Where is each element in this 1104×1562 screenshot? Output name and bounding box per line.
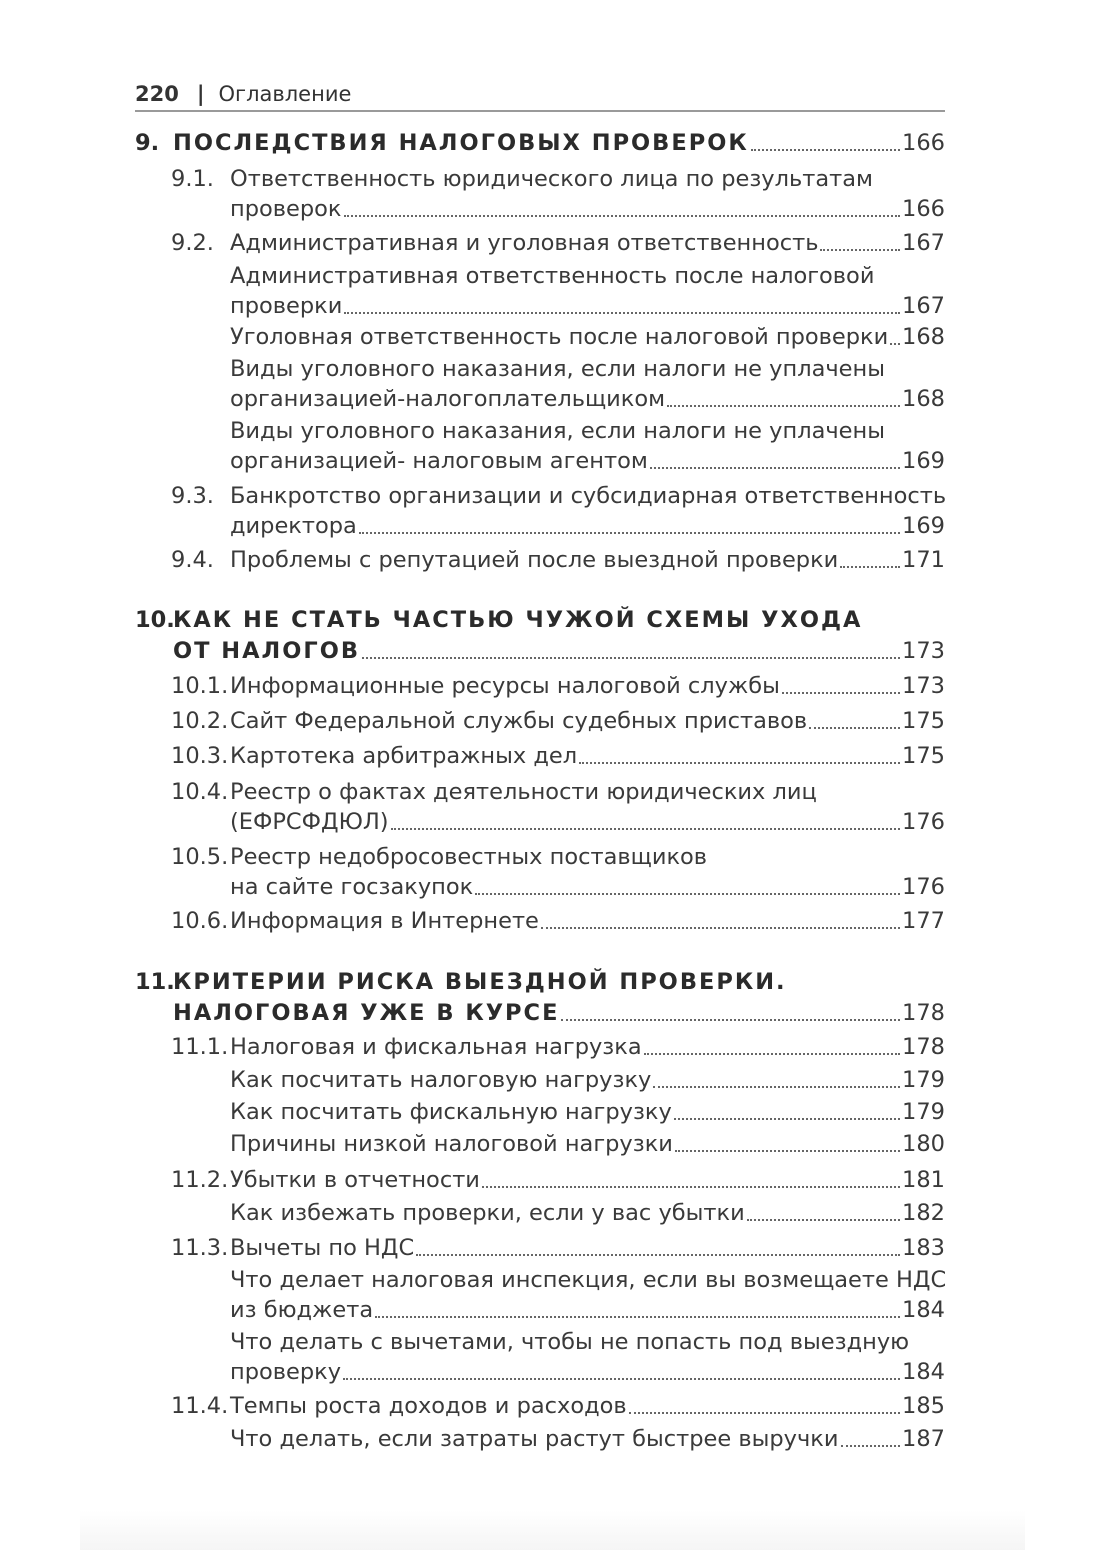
dot-leader bbox=[344, 213, 901, 217]
toc-entry-title: Как посчитать фискальную нагрузку bbox=[230, 1099, 672, 1125]
toc-page-number: 166 bbox=[902, 196, 945, 222]
toc-page-number: 169 bbox=[902, 513, 945, 539]
toc-entry-title: Банкротство организации и субсидиарная ответственность bbox=[230, 483, 947, 509]
toc-page-number: 187 bbox=[902, 1426, 945, 1452]
dot-leader bbox=[653, 1084, 900, 1088]
toc-entry-title: Что делать, если затраты растут быстрее выручки bbox=[230, 1426, 839, 1452]
toc-page-number: 179 bbox=[902, 1099, 945, 1125]
toc-entry-sub[interactable] bbox=[135, 416, 945, 476]
toc-page-number: 180 bbox=[902, 1131, 945, 1157]
toc-entry-number: 10.2. bbox=[171, 708, 229, 734]
toc-page-number: 171 bbox=[902, 547, 945, 573]
toc-entry-number: 11.3. bbox=[171, 1235, 229, 1261]
toc-entry-number: 10.6. bbox=[171, 908, 229, 934]
dot-leader bbox=[675, 1148, 900, 1152]
toc-entry-number: 11. bbox=[135, 969, 175, 995]
toc-entry-title: Причины низкой налоговой нагрузки bbox=[230, 1131, 673, 1157]
toc-entry-number: 10.5. bbox=[171, 844, 229, 870]
dot-leader bbox=[667, 403, 900, 407]
toc-entry-number: 9.1. bbox=[171, 166, 214, 192]
toc-entry-title: Реестр недобросовестных поставщиков bbox=[230, 844, 708, 870]
toc-entry-title: Как посчитать налоговую нагрузку bbox=[230, 1067, 652, 1093]
toc-entry-title: Как избежать проверки, если у вас убытки bbox=[230, 1200, 745, 1226]
toc-entry-number: 9.4. bbox=[171, 547, 214, 573]
toc-entry-title: Сайт Федеральной службы судебных приставов bbox=[230, 708, 808, 734]
dot-leader bbox=[782, 690, 900, 694]
toc-entry-title: (ЕФРСФДЮЛ) bbox=[230, 809, 389, 835]
toc-entry-section[interactable] bbox=[135, 842, 945, 902]
toc-entry-section[interactable] bbox=[135, 777, 945, 837]
toc-entry-section[interactable] bbox=[135, 481, 945, 541]
toc-entry-title: организацией-налогоплательщиком bbox=[230, 386, 666, 412]
toc-entry-title: Что делать с вычетами, чтобы не попасть под выездную bbox=[230, 1329, 910, 1355]
toc-entry-number: 9. bbox=[135, 130, 160, 156]
toc-page-number: 178 bbox=[902, 1034, 945, 1060]
toc-entry-sub[interactable] bbox=[135, 1265, 945, 1325]
dot-leader bbox=[391, 826, 900, 830]
toc-entry-title: КАК НЕ СТАТЬ ЧАСТЬЮ ЧУЖОЙ СХЕМЫ УХОДА bbox=[173, 607, 863, 633]
header-title: Оглавление bbox=[218, 82, 352, 106]
toc-entry-title: организацией- налоговым агентом bbox=[230, 448, 648, 474]
toc-entry-number: 10.3. bbox=[171, 743, 229, 769]
toc-entry-section[interactable] bbox=[135, 741, 945, 771]
toc-page-number: 176 bbox=[902, 809, 945, 835]
dot-leader bbox=[344, 310, 900, 314]
toc-page-number: 169 bbox=[902, 448, 945, 474]
toc-entry-section[interactable] bbox=[135, 1391, 945, 1421]
page-header bbox=[135, 78, 945, 112]
toc-entry-sub[interactable] bbox=[135, 1129, 945, 1159]
toc-page-number: 177 bbox=[902, 908, 945, 934]
toc-entry-title: Уголовная ответственность после налоговой проверки bbox=[230, 324, 889, 350]
page-bottom-shade bbox=[80, 1510, 1025, 1550]
toc-entry-sub[interactable] bbox=[135, 1327, 945, 1387]
dot-leader bbox=[362, 655, 900, 659]
toc-entry-sub[interactable] bbox=[135, 261, 945, 321]
toc-entry-number: 11.4. bbox=[171, 1393, 229, 1419]
toc-entry-section[interactable] bbox=[135, 1165, 945, 1195]
dot-leader bbox=[751, 147, 900, 151]
dot-leader bbox=[644, 1051, 900, 1055]
toc-entry-title: Налоговая и фискальная нагрузка bbox=[230, 1034, 642, 1060]
toc-page-number: 175 bbox=[902, 743, 945, 769]
toc-page-number: 183 bbox=[902, 1235, 945, 1261]
toc-entry-title: Информационные ресурсы налоговой службы bbox=[230, 673, 780, 699]
toc-entry-sub[interactable] bbox=[135, 354, 945, 414]
toc-entry-sub[interactable] bbox=[135, 1424, 945, 1454]
toc-entry-title: Виды уголовного наказания, если налоги не уплачены bbox=[230, 356, 885, 382]
toc-entry-section[interactable] bbox=[135, 164, 945, 224]
toc-page-number: 179 bbox=[902, 1067, 945, 1093]
dot-leader bbox=[416, 1252, 900, 1256]
toc-entry-title: НАЛОГОВАЯ УЖЕ В КУРСЕ bbox=[173, 1000, 560, 1026]
toc-entry-number: 11.1. bbox=[171, 1034, 229, 1060]
toc-entry-sub[interactable] bbox=[135, 1065, 945, 1095]
toc-entry-number: 10. bbox=[135, 607, 175, 633]
toc-entry-sub[interactable] bbox=[135, 322, 945, 352]
toc-entry-sub[interactable] bbox=[135, 1097, 945, 1127]
toc-entry-section[interactable] bbox=[135, 1233, 945, 1263]
dot-leader bbox=[541, 925, 900, 929]
toc-entry-number: 10.4. bbox=[171, 779, 229, 805]
toc-entry-chapter[interactable] bbox=[135, 605, 945, 667]
toc-entry-number: 10.1. bbox=[171, 673, 229, 699]
toc-entry-title: Виды уголовного наказания, если налоги не уплачены bbox=[230, 418, 885, 444]
toc-page-number: 181 bbox=[902, 1167, 945, 1193]
toc-entry-title: Ответственность юридического лица по результатам bbox=[230, 166, 874, 192]
toc-entry-sub[interactable] bbox=[135, 1198, 945, 1228]
toc-page-number: 168 bbox=[902, 324, 945, 350]
toc-entry-section[interactable] bbox=[135, 228, 945, 258]
toc-entry-title: Административная и уголовная ответственность bbox=[230, 230, 819, 256]
toc-page-number: 173 bbox=[902, 638, 945, 664]
toc-entry-title: Картотека арбитражных дел bbox=[230, 743, 578, 769]
toc-entry-chapter[interactable] bbox=[135, 967, 945, 1029]
toc-entry-section[interactable] bbox=[135, 671, 945, 701]
dot-leader bbox=[475, 891, 900, 895]
dot-leader bbox=[650, 465, 900, 469]
header-separator: | bbox=[196, 82, 205, 106]
page-number: 220 bbox=[135, 82, 179, 106]
toc-entry-title: Вычеты по НДС bbox=[230, 1235, 415, 1261]
toc-entry-title: Реестр о фактах деятельности юридических лиц bbox=[230, 779, 817, 805]
toc-entry-title: Информация в Интернете bbox=[230, 908, 539, 934]
toc-page-number: 182 bbox=[902, 1200, 945, 1226]
toc-entry-number: 9.2. bbox=[171, 230, 214, 256]
toc-entry-title: ПОСЛЕДСТВИЯ НАЛОГОВЫХ ПРОВЕРОК bbox=[173, 130, 749, 156]
toc-page-number: 167 bbox=[902, 230, 945, 256]
dot-leader bbox=[343, 1376, 900, 1380]
dot-leader bbox=[359, 530, 900, 534]
toc-entry-title: проверки bbox=[230, 293, 343, 319]
toc-page-number: 175 bbox=[902, 708, 945, 734]
toc-page-number: 166 bbox=[902, 130, 945, 156]
toc-entry-title: Административная ответственность после налоговой bbox=[230, 263, 875, 289]
dot-leader bbox=[809, 725, 900, 729]
toc-page-number: 178 bbox=[902, 1000, 945, 1026]
toc-entry-title: Проблемы с репутацией после выездной проверки bbox=[230, 547, 839, 573]
dot-leader bbox=[629, 1410, 900, 1414]
toc-entry-title: Что делает налоговая инспекция, если вы возмещаете НДС bbox=[230, 1267, 947, 1293]
toc-entry-title: директора bbox=[230, 513, 357, 539]
toc-entry-title: проверок bbox=[230, 196, 342, 222]
toc-page-number: 185 bbox=[902, 1393, 945, 1419]
dot-leader bbox=[841, 1443, 901, 1447]
dot-leader bbox=[674, 1116, 900, 1120]
toc-page-number: 176 bbox=[902, 874, 945, 900]
toc-entry-number: 11.2. bbox=[171, 1167, 229, 1193]
toc-entry-title: на сайте госзакупок bbox=[230, 874, 474, 900]
toc-entry-section[interactable] bbox=[135, 1032, 945, 1062]
toc-entry-section[interactable] bbox=[135, 706, 945, 736]
toc-entry-chapter[interactable] bbox=[135, 128, 945, 159]
toc-entry-title: Убытки в отчетности bbox=[230, 1167, 480, 1193]
toc-page-number: 168 bbox=[902, 386, 945, 412]
toc-entry-title: ОТ НАЛОГОВ bbox=[173, 638, 360, 664]
dot-leader bbox=[890, 341, 900, 345]
toc-entry-title: Темпы роста доходов и расходов bbox=[230, 1393, 627, 1419]
dot-leader bbox=[840, 564, 900, 568]
toc-entry-title: проверку bbox=[230, 1359, 342, 1385]
dot-leader bbox=[747, 1217, 900, 1221]
toc-entry-title: из бюджета bbox=[230, 1297, 374, 1323]
toc-entry-section[interactable] bbox=[135, 906, 945, 936]
toc-entry-number: 9.3. bbox=[171, 483, 214, 509]
dot-leader bbox=[561, 1017, 900, 1021]
toc-page-number: 173 bbox=[902, 673, 945, 699]
toc-page-number: 184 bbox=[902, 1359, 945, 1385]
dot-leader bbox=[820, 247, 900, 251]
toc-entry-title: КРИТЕРИИ РИСКА ВЫЕЗДНОЙ ПРОВЕРКИ. bbox=[173, 969, 787, 995]
toc-page-number: 184 bbox=[902, 1297, 945, 1323]
dot-leader bbox=[579, 760, 900, 764]
toc-page-number: 167 bbox=[902, 293, 945, 319]
dot-leader bbox=[375, 1314, 900, 1318]
toc-entry-section[interactable] bbox=[135, 545, 945, 575]
dot-leader bbox=[482, 1184, 900, 1188]
